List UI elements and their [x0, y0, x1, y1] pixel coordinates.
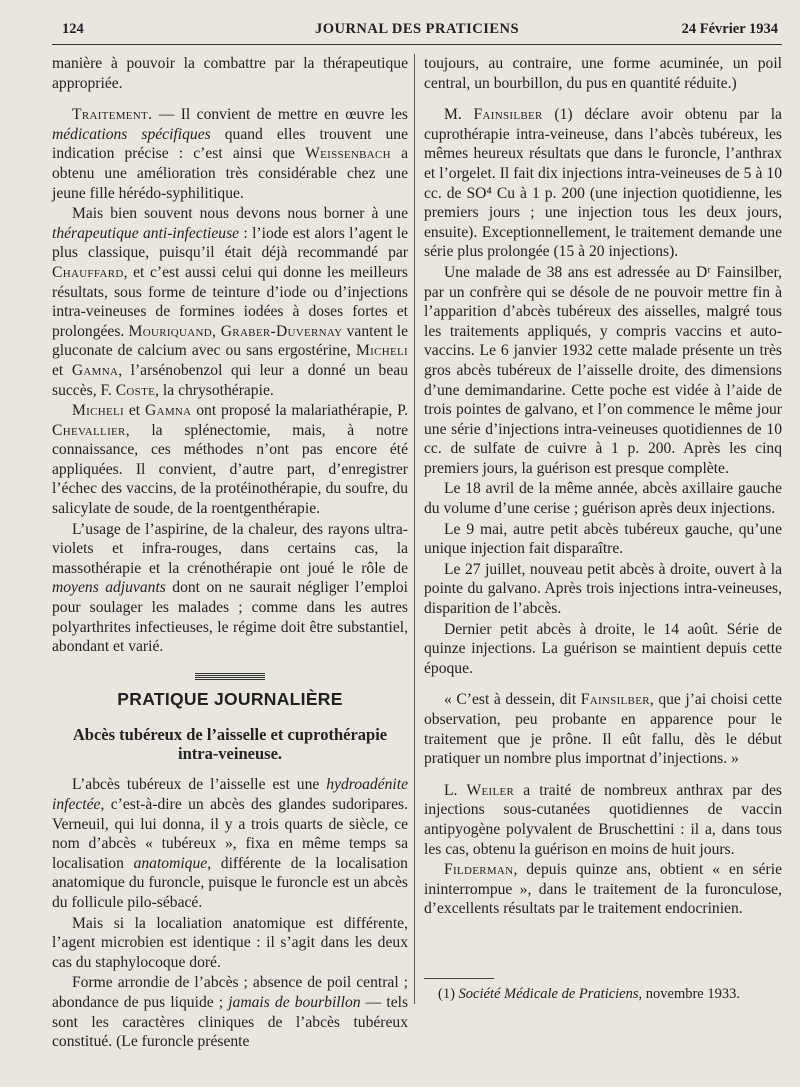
paragraph: manière à pouvoir la combattre par la thérapeutique appropriée. [52, 55, 408, 92]
column-divider [414, 54, 415, 1004]
left-column [52, 54, 408, 1053]
paragraph: Le 9 mai, autre petit abcès tubéreux gauche, qu’une unique injection fait disparaître. [424, 520, 782, 558]
paragraph-quote: « C’est à dessein, dit Fainsilber, que j’ai choisi cette observation, peu probante en apparence pour le traitement que je prône. Il eût fallu, dès le début pratiquer un nombre plus importnat d’injections. » [424, 691, 782, 768]
footnote: (1) Société Médicale de Praticiens, novembre 1933. [438, 986, 740, 1002]
page-header [52, 18, 782, 45]
journal-title: JOURNAL DES PRATICIENS [314, 21, 520, 37]
paragraph: Forme arrondie de l’abcès ; absence de poil central ; abondance de pus liquide ; jamais de bourbillon — tels sont les caractères cliniques de l’abcès tubéreux constitué. (Le furoncle présente [52, 974, 409, 1051]
issue-date: 24 Février 1934 [681, 21, 778, 37]
paragraph: Dernier petit abcès à droite, le 14 août. Série de quinze injections. La guérison se maintient depuis cette époque. [424, 620, 782, 677]
run-in-heading: Traitement. [72, 106, 153, 124]
section-title: PRATIQUE JOURNALIÈRE [117, 688, 343, 709]
paragraph: Filderman, depuis quinze ans, obtient « en série ininterrompue », dans le traitement de la furonculose, d’excellents résultats par le traitement endocrinien. [424, 861, 782, 918]
footnote-rule [424, 978, 494, 979]
section-separator [195, 673, 265, 680]
paragraph: L. Weiler a traité de nombreux anthrax par des injections sous-cutanées quotidiennes de vaccin antipyogène polyvalent de Bruschettini : il a, dans tous les cas, obtenu la guérison en moins de huit jours. [424, 781, 782, 858]
paragraph: Le 27 juillet, nouveau petit abcès à droite, ouvert à la pointe du galvano. Après trois injections intra-veineuses, disparition de l’abcès. [424, 560, 782, 618]
paragraph: Mais si la localiation anatomique est différente, l’agent microbien est identique : il s’agit dans les deux cas du staphylocoque doré. [52, 914, 408, 971]
right-column [424, 54, 782, 920]
article-title: Abcès tubéreux de l’aisselle et cuprothérapie intra-veineuse. [72, 725, 388, 764]
paragraph: L’abcès tubéreux de l’aisselle est une hydroadénite infectée, c’est-à-dire un abcès des glandes sudoripares. Verneuil, qui lui donna, il y a trois quarts de siècle, ce nom d’abcès « tubéreux », fixa en même temps sa localisation anatomique, différente de la localisation anatomique du furoncle, puisque le furoncle est un abcès du follicule pilo-sébacé. [52, 776, 408, 911]
paragraph: Le 18 avril de la même année, abcès axillaire gauche du volume d’une cerise ; guérison après deux injections. [424, 480, 782, 518]
paragraph: toujours, au contraire, une forme acuminée, un poil central, un bourbillon, du pus en quantité réduite.) [424, 55, 782, 92]
paragraph: Micheli et Gamna ont proposé la malariathérapie, P. Chevallier, la splénectomie, mais, à notre connaissance, ces méthodes n’ont pas encore été appliquées. Il convient, d’autre part, d’enregistrer l’échec des vaccins, de la protéinothérapie, du soufre, du salicylate de soude, de la roentgenthérapie. [52, 402, 408, 518]
paragraph: L’usage de l’aspirine, de la chaleur, des rayons ultra-violets et infra-rouges, dans certains cas, la massothérapie et la crénothérapie ont joué le rôle de moyens adjuvants dont on ne saurait négliger l’emploi pour soulager les malades ; comme dans les autres polyarthrites infectieuses, le régime doit être substantiel, abondant et varié. [52, 520, 408, 656]
paragraph: Une malade de 38 ans est adressée au Dʳ Fainsilber, par un confrère qui se désole de ne pouvoir mettre fin à l’apparition d’abcès tubéreux des aisselles, malgré tous les traitements appliqués, y compris vaccins et auto-vaccins. Le 6 janvier 1932 cette malade présente un très gros abcès tubéreux de l’aisselle droite, des dimensions d’une demimandarine. Cette poche est vidée à l’aide de trois pointes de galvano, et l’on commence le même jour une série d’injections intra-veineuses quotidiennes de 10 cc. de sulfate de cuivre à 1 p. 200. Après les cinq premiers jours, la guérison est presque complète. [424, 263, 782, 477]
paragraph: Mais bien souvent nous devons nous borner à une thérapeutique anti-infectieuse : l’iode est alors l’agent le plus classique, puisqu’il était déjà recommandé par Chauffard, et c’est aussi celui qui donne les meilleurs résultats, sous forme de teinture d’iode ou d’injections intra-veineuses de formines iodées à doses fortes et prolongées. Mouriquand, Graber-Duvernay vantent le gluconate de calcium avec ou sans ergostérine, Micheli et Gamna, l’arsénobenzol qui leur a donné un beau succès, F. Coste, la chrysothérapie. [52, 205, 409, 399]
paragraph: M. Fainsilber (1) déclare avoir obtenu par la cuprothérapie intra-veineuse, dans l’abcès tubéreux, les mêmes heureux résultats que dans le furoncle, l’anthrax et l’orgelet. Il fait dix injections intra-veineuses de 5 à 10 cc. de SO⁴ Cu à 1 p. 200 (une injection quotidienne, les premiers jours ; une injection tous les deux jours, ensuite). Exceptionnellement, le traitement demande une série plus prolongée (15 à 20 injections). [424, 106, 782, 261]
paragraph-traitement: Traitement. — Il convient de mettre en œuvre les médications spécifiques quand elles trouvent une indication précise : c’est ainsi que Weissenbach a obtenu une amélioration très considérable chez une jeune fille hérédo-syphilitique. [52, 106, 408, 202]
page-number: 124 [62, 21, 84, 37]
